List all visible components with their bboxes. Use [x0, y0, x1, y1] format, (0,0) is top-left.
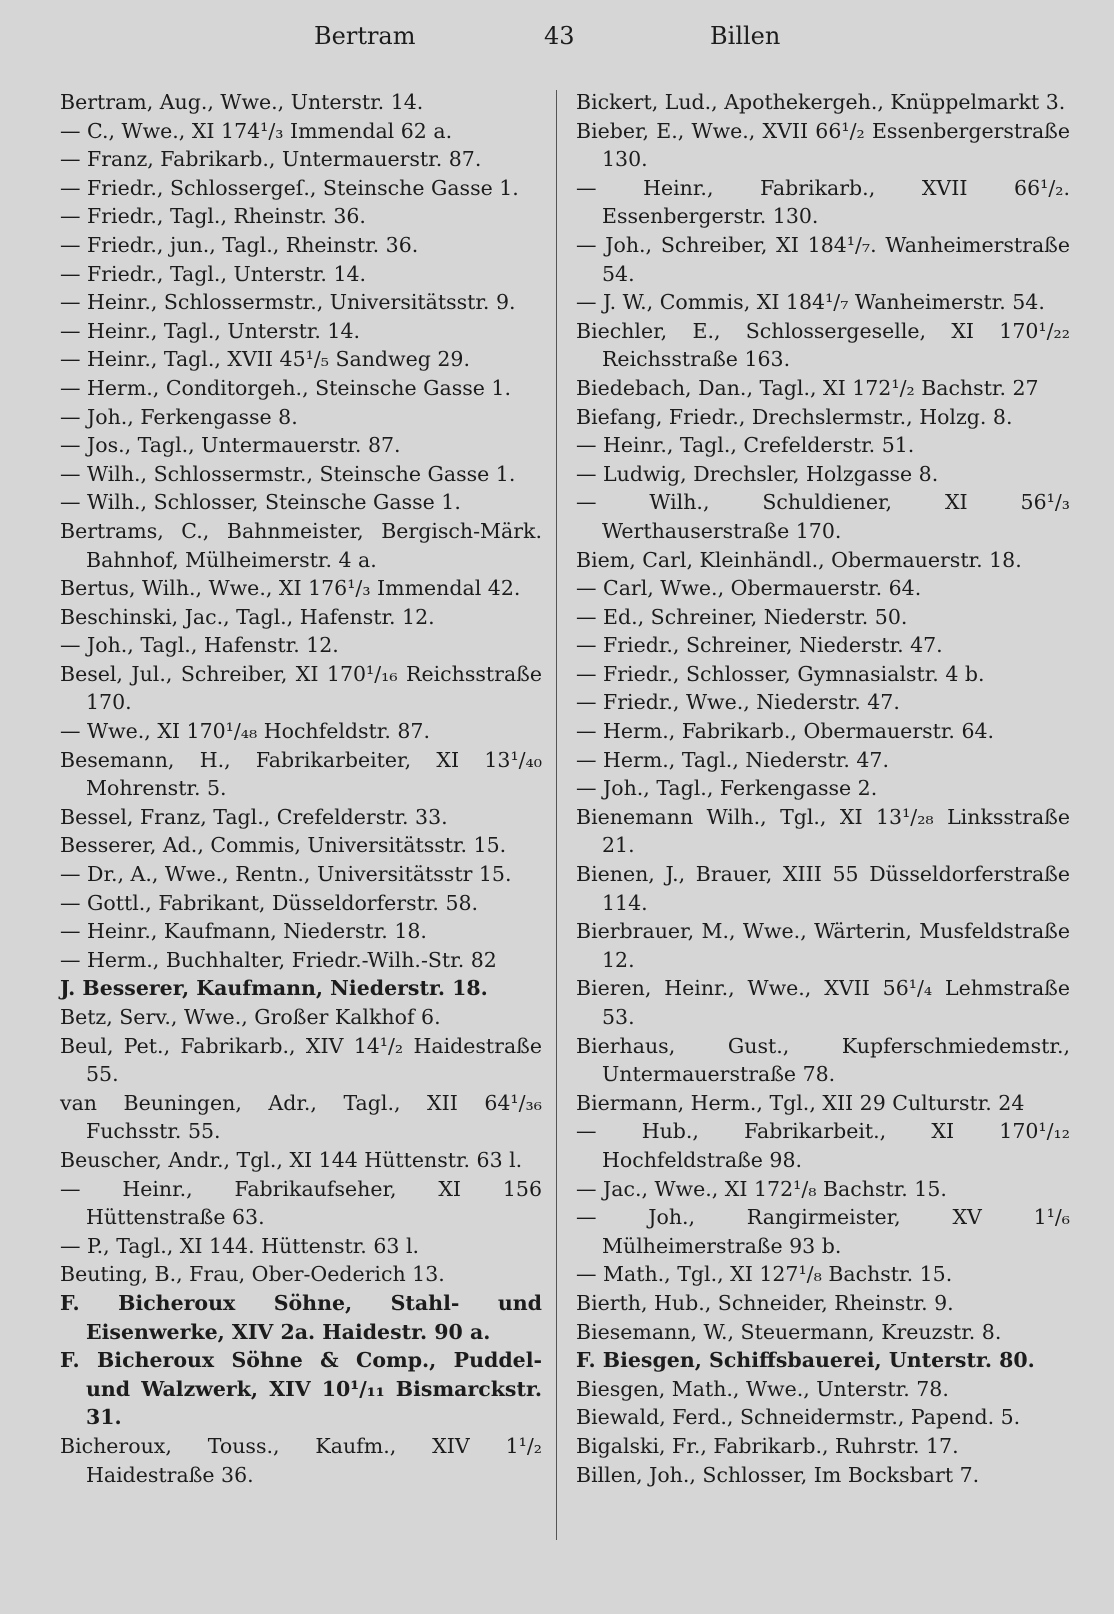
directory-entry: Bierbrauer, M., Wwe., Wärterin, Musfeldstraße 12. [576, 919, 1070, 972]
directory-entry: — Heinr., Tagl., Unterstr. 14. [60, 318, 361, 343]
directory-entry: — Heinr., Tagl., XVII 45¹/₅ Sandweg 29. [60, 347, 470, 372]
directory-entry: Bienemann Wilh., Tgl., XI 13¹/₂₈ Linksstraße 21. [576, 804, 1070, 858]
directory-entry: Biechler, E., Schlossergeselle, XI 170¹/₂₂ Reichsstraße 163. [576, 318, 1070, 372]
directory-entry: — Heinr., Schlossermstr., Universitätsstr. 9. [60, 290, 516, 315]
directory-entry: — Wwe., XI 170¹/₄₈ Hochfeldstr. 87. [60, 719, 430, 744]
directory-entry: Biermann, Herm., Tgl., XII 29 Culturstr. 24 [576, 1090, 1025, 1115]
directory-entry: Biedebach, Dan., Tagl., XI 172¹/₂ Bachstr. 27 [576, 375, 1039, 400]
directory-entry: F. Biesgen, Schiffsbauerei, Unterstr. 80. [576, 1348, 1035, 1373]
directory-entry: Biefang, Friedr., Drechslermstr., Holzg. 8. [576, 404, 1013, 429]
directory-entry: — Gottl., Fabrikant, Düsseldorferstr. 58. [60, 890, 479, 915]
directory-entry: Biesemann, W., Steuermann, Kreuzstr. 8. [576, 1319, 1002, 1344]
directory-entry: — Friedr., Wwe., Niederstr. 47. [576, 690, 900, 715]
directory-entry: — Joh., Rangirmeister, XV 1¹/₆ Mülheimerstraße 93 b. [576, 1205, 1070, 1258]
directory-entry: Biem, Carl, Kleinhändl., Obermauerstr. 18. [576, 547, 1022, 572]
directory-entry: — Heinr., Kaufmann, Niederstr. 18. [60, 919, 427, 944]
directory-entry: Bierth, Hub., Schneider, Rheinstr. 9. [576, 1290, 954, 1315]
directory-entry: — Ludwig, Drechsler, Holzgasse 8. [576, 461, 939, 486]
directory-entry: — Herm., Conditorgeh., Steinsche Gasse 1. [60, 375, 511, 400]
directory-entry: van Beuningen, Adr., Tagl., XII 64¹/₃₆ Fuchsstr. 55. [60, 1090, 542, 1144]
directory-entry: — Herm., Buchhalter, Friedr.-Wilh.-Str. 82 [60, 947, 497, 972]
directory-entry: — C., Wwe., XI 174¹/₃ Immendal 62 a. [60, 118, 453, 143]
directory-entry: Bertram, Aug., Wwe., Unterstr. 14. [60, 90, 424, 114]
directory-entry: — Franz, Fabrikarb., Untermauerstr. 87. [60, 147, 482, 172]
directory-entry: Beul, Pet., Fabrikarb., XIV 14¹/₂ Haidestraße 55. [60, 1033, 542, 1087]
directory-entry: — Carl, Wwe., Obermauerstr. 64. [576, 576, 922, 601]
directory-entry: — Jac., Wwe., XI 172¹/₈ Bachstr. 15. [576, 1176, 947, 1201]
column-divider [556, 90, 557, 1540]
directory-entry: — Ed., Schreiner, Niederstr. 50. [576, 604, 908, 629]
directory-entry: — Dr., A., Wwe., Rentn., Universitätsstr 15. [60, 862, 512, 887]
page-number: 43 [544, 22, 575, 50]
left-column [60, 88, 542, 1489]
directory-entry: — Wilh., Schlossermstr., Steinsche Gasse 1. [60, 461, 516, 486]
directory-entry: — Heinr., Tagl., Crefelderstr. 51. [576, 433, 915, 458]
directory-entry: Beschinski, Jac., Tagl., Hafenstr. 12. [60, 604, 435, 629]
directory-entry: Bertus, Wilh., Wwe., XI 176¹/₃ Immendal 42. [60, 576, 521, 601]
directory-entry: — Hub., Fabrikarbeit., XI 170¹/₁₂ Hochfeldstraße 98. [576, 1119, 1070, 1172]
directory-entry: — Heinr., Fabrikaufseher, XI 156 Hüttenstraße 63. [60, 1176, 542, 1230]
directory-entry: Besserer, Ad., Commis, Universitätsstr. 15. [60, 833, 507, 858]
directory-entry: — Herm., Tagl., Niederstr. 47. [576, 747, 889, 772]
directory-entry: — Joh., Tagl., Ferkengasse 2. [576, 776, 878, 801]
directory-entry: Besel, Jul., Schreiber, XI 170¹/₁₆ Reichsstraße 170. [60, 661, 542, 715]
directory-entry: Bieren, Heinr., Wwe., XVII 56¹/₄ Lehmstraße 53. [576, 976, 1070, 1029]
directory-entry: Biesgen, Math., Wwe., Unterstr. 78. [576, 1376, 949, 1401]
directory-entry: Beuting, B., Frau, Ober-Oederich 13. [60, 1262, 445, 1287]
directory-entry: Bieber, E., Wwe., XVII 66¹/₂ Essenbergerstraße 130. [576, 118, 1070, 172]
directory-entry: Besemann, H., Fabrikarbeiter, XI 13¹/₄₀ Mohrenstr. 5. [60, 747, 542, 801]
directory-entry: Bickert, Lud., Apothekergeh., Knüppelmarkt 3. [576, 90, 1066, 114]
directory-entry: — J. W., Commis, XI 184¹/₇ Wanheimerstr. 54. [576, 290, 1045, 315]
directory-entry: — Friedr., Schlosser, Gymnasialstr. 4 b. [576, 661, 985, 686]
header-last-name: Billen [710, 22, 781, 50]
directory-entry: Beuscher, Andr., Tgl., XI 144 Hüttenstr. 63 l. [60, 1147, 523, 1172]
directory-entry: Bicheroux, Touss., Kaufm., XIV 1¹/₂ Haidestraße 36. [60, 1433, 542, 1487]
directory-entry: — Jos., Tagl., Untermauerstr. 87. [60, 433, 401, 458]
directory-entry: F. Bicheroux Söhne & Comp., Puddel- und Walzwerk, XIV 10¹/₁₁ Bismarckstr. 31. [60, 1348, 542, 1430]
directory-entry: — Friedr., Tagl., Unterstr. 14. [60, 261, 367, 286]
directory-entry: J. Besserer, Kaufmann, Niederstr. 18. [60, 976, 488, 1001]
directory-entry: Bierhaus, Gust., Kupferschmiedemstr., Untermauerstraße 78. [576, 1033, 1070, 1087]
directory-entry: — Joh., Tagl., Hafenstr. 12. [60, 633, 339, 658]
directory-entry: — Joh., Ferkengasse 8. [60, 404, 298, 429]
directory-entry: — Joh., Schreiber, XI 184¹/₇. Wanheimerstraße 54. [576, 232, 1070, 286]
directory-entry: — Wilh., Schuldiener, XI 56¹/₃ Werthauserstraße 170. [576, 490, 1070, 543]
directory-entry: Betz, Serv., Wwe., Großer Kalkhof 6. [60, 1005, 441, 1029]
directory-entry: F. Bicheroux Söhne, Stahl- und Eisenwerke, XIV 2a. Haidestr. 90 a. [60, 1290, 542, 1344]
directory-entry: — P., Tagl., XI 144. Hüttenstr. 63 l. [60, 1233, 420, 1258]
directory-entry: — Herm., Fabrikarb., Obermauerstr. 64. [576, 719, 995, 744]
directory-entry: Bertrams, C., Bahnmeister, Bergisch-Märk. Bahnhof, Mülheimerstr. 4 a. [60, 518, 542, 572]
directory-entry: — Math., Tgl., XI 127¹/₈ Bachstr. 15. [576, 1262, 953, 1287]
directory-entry: — Wilh., Schlosser, Steinsche Gasse 1. [60, 490, 461, 515]
directory-entry: — Heinr., Fabrikarb., XVII 66¹/₂. Essenbergerstr. 130. [576, 175, 1070, 229]
header-first-name: Bertram [314, 22, 416, 50]
directory-entry: Billen, Joh., Schlosser, Im Bocksbart 7. [576, 1462, 980, 1487]
directory-entry: — Friedr., Schlossergeſ., Steinsche Gasse 1. [60, 175, 519, 200]
right-column [576, 88, 1070, 1489]
directory-entry: Bienen, J., Brauer, XIII 55 Düsseldorferstraße 114. [576, 862, 1070, 915]
directory-entry: — Friedr., Tagl., Rheinstr. 36. [60, 204, 366, 229]
directory-entry: Biewald, Ferd., Schneidermstr., Papend. 5. [576, 1405, 1021, 1430]
page-header [0, 22, 1114, 62]
directory-entry: Bessel, Franz, Tagl., Crefelderstr. 33. [60, 804, 448, 829]
directory-entry: Bigalski, Fr., Fabrikarb., Ruhrstr. 17. [576, 1433, 959, 1458]
directory-entry: — Friedr., Schreiner, Niederstr. 47. [576, 633, 943, 658]
directory-entry: — Friedr., jun., Tagl., Rheinstr. 36. [60, 232, 419, 257]
